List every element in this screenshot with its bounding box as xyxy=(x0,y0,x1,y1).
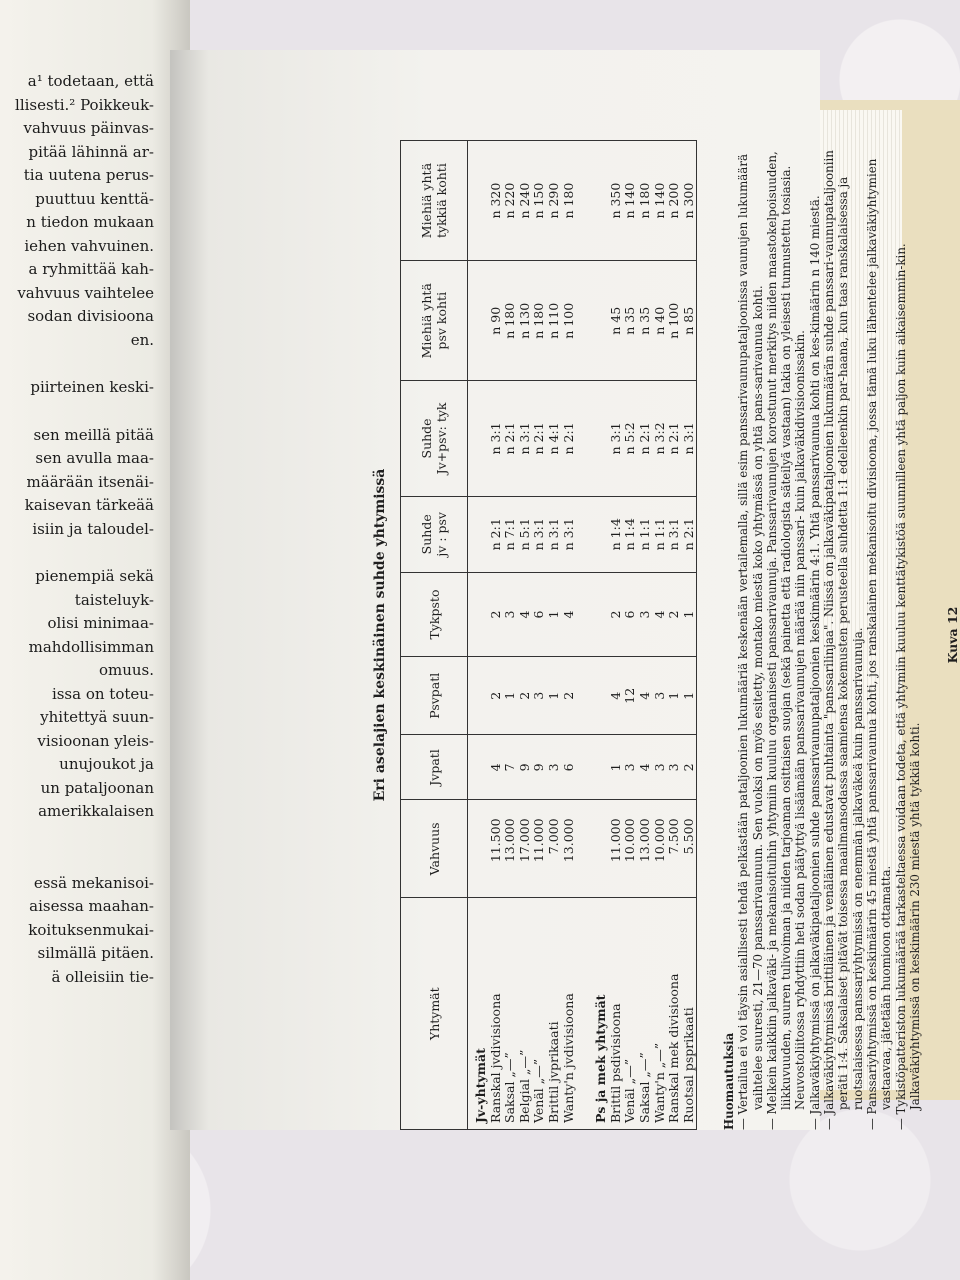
table-cell: n 290 xyxy=(547,141,562,261)
table-row xyxy=(503,141,518,1130)
table-cell: n 90 xyxy=(489,261,504,381)
table-cell: n 200 xyxy=(667,141,682,261)
table-cell: 10.000 xyxy=(653,800,668,898)
left-page-line: yhitettyä suun- xyxy=(40,708,154,726)
table-cell: n 3:2 xyxy=(653,381,668,496)
table-cell: 2 xyxy=(667,572,682,656)
left-page-line xyxy=(0,848,154,872)
table-cell: 4 xyxy=(562,572,577,656)
table-cell: 17.000 xyxy=(518,800,533,898)
left-page-line: llisesti.² Poikkeuk- xyxy=(15,95,154,114)
table-cell: n 3:1 xyxy=(547,496,562,572)
unit-name-cell: Saksal „—” xyxy=(636,1052,652,1123)
table-cell: 9 xyxy=(532,735,547,800)
table-cell: n 1:1 xyxy=(653,496,668,572)
table-cell: n 2:1 xyxy=(638,381,653,496)
table-header-row xyxy=(401,141,468,1130)
table-cell: 1 xyxy=(682,572,697,656)
notes-section xyxy=(722,140,922,1130)
table-cell: n 100 xyxy=(667,261,682,381)
table-cell: 3 xyxy=(503,572,518,656)
table-cell: 4 xyxy=(518,572,533,656)
left-page-line: a ryhmittää kah- xyxy=(28,260,154,278)
table-cell: 4 xyxy=(638,735,653,800)
table-cell: n 3:1 xyxy=(682,381,697,496)
table-cell: 3 xyxy=(547,735,562,800)
left-page-line: isiin ja taloudel- xyxy=(32,519,154,538)
unit-name-cell: Belgial „—” xyxy=(516,1049,532,1123)
left-page-line: vahvuus päinvas- xyxy=(23,119,154,137)
right-page xyxy=(170,50,960,1130)
left-page-line: amerikkalaisen xyxy=(38,802,154,820)
unit-name-cell: Wanty'n „—” xyxy=(651,1042,667,1123)
table-cell: 5.500 xyxy=(682,800,697,898)
table-cell: 1 xyxy=(547,657,562,735)
left-page-line: tia uutena perus- xyxy=(23,166,154,184)
left-page-line: un pataljoonan xyxy=(40,778,154,797)
left-page-line: piirteinen keski- xyxy=(30,378,154,396)
table-cell: n 180 xyxy=(562,141,577,261)
table-cell: n 5:2 xyxy=(623,381,638,496)
table-cell: n 35 xyxy=(638,261,653,381)
section-spacer xyxy=(576,141,588,1130)
table-cell: 3 xyxy=(667,735,682,800)
rotated-table-content xyxy=(370,130,960,1140)
table-cell: n 220 xyxy=(503,141,518,261)
column-header: Psvpatl xyxy=(401,657,468,735)
unit-name-cell: Venäl „—” xyxy=(622,1058,638,1123)
left-page-line: ä olleisiin tie- xyxy=(51,967,154,986)
table-cell: n 110 xyxy=(547,261,562,381)
table-row xyxy=(489,141,504,1130)
column-header: Jvpatl xyxy=(401,735,468,800)
table-cell: n 3:1 xyxy=(667,496,682,572)
table-cell: 3 xyxy=(623,735,638,800)
table-cell: 1 xyxy=(503,657,518,735)
left-page-line: en. xyxy=(130,330,154,349)
left-page-line: silmällä pitäen. xyxy=(37,944,154,962)
table-cell: n 85 xyxy=(682,261,697,381)
table-cell: n 350 xyxy=(609,141,624,261)
table-cell: n 3:1 xyxy=(609,381,624,496)
left-page-line: essä mekanisoi- xyxy=(33,873,154,892)
left-page-line: omuus. xyxy=(98,661,154,679)
table-cell: 12 xyxy=(623,657,638,735)
unit-name-cell: Brittil psdivisioona xyxy=(607,1003,623,1123)
table-cell: n 35 xyxy=(623,261,638,381)
table-cell: n 320 xyxy=(489,141,504,261)
table-cell: 7 xyxy=(503,735,518,800)
left-page-line: määrään itsenäi- xyxy=(26,472,154,491)
note-item: — Jalkaväkiyhtymissä brittiläinen ja venäläinen edustavat puhtainta "panssarilinjaa". Niissä on jalkaväkipataljoonien lukumäärän suhde panssari-vaunupataljooniin peräti 1:4. Saksalaiset pitävät toisessa maailmansodassa saamiensa kokemusten perusteella suhdetta 1:1 edelleenkin par-haana, kun taas ranskalaisessa ja ruotsalaisessa panssariyhtymissä on enemmän jalkaväkeä kuin panssarivaunuja. xyxy=(822,150,865,1130)
table-cell: 3 xyxy=(653,657,668,735)
table-cell: n 3:1 xyxy=(532,496,547,572)
note-item: — Tykistöpatteriston lukumäärää tarkasteltaessa voidaan todeta, että yhtymiin kuuluu kenttätykistöä suunnilleen yhtä paljon kuin aikaisemmin-kin. Jalkaväkiyhtymissä on keskimäärin 230 miestä yhtä tykkiä kohti. xyxy=(893,243,922,1130)
table-cell: 6 xyxy=(532,572,547,656)
unit-name-cell: Brittil jvprikaati xyxy=(545,1021,561,1123)
left-page-line: issa on toteu- xyxy=(51,684,154,703)
notes-heading: Huomautuksia xyxy=(722,1032,736,1130)
left-page-line: visioonan yleis- xyxy=(37,731,154,750)
left-page-line xyxy=(0,541,154,565)
column-header: Miehiä yhtä tykkiä kohti xyxy=(401,141,468,261)
left-page-line: taisteluyk- xyxy=(74,590,154,609)
table-cell: n 1:4 xyxy=(609,496,624,572)
table-title: Eri aselajien keskinäinen suhde yhtymissä xyxy=(372,468,388,802)
table-row xyxy=(532,141,547,1130)
left-page-line: olisi minimaa- xyxy=(47,614,154,632)
section-title: Ps ja mek yhtymät xyxy=(593,994,609,1123)
table-row xyxy=(609,141,624,1130)
column-header: Tykpsto xyxy=(401,572,468,656)
section-header-row xyxy=(588,141,609,1130)
table-cell: 3 xyxy=(653,735,668,800)
note-item: — Panssariyhtymissä on keskimäärin 45 miestä yhtä panssarivaunua kohti, jos ranskalainen mekanisoitu divisioona, jossa tämä luku lähentelee jalkaväkiyhtymien vastaavaa, jätetään huomioon ottamatta. xyxy=(864,158,894,1130)
table-cell: n 2:1 xyxy=(562,381,577,496)
table-row xyxy=(518,141,533,1130)
table-cell: 11.000 xyxy=(532,800,547,898)
table-cell: n 3:1 xyxy=(562,496,577,572)
table-cell: 4 xyxy=(609,657,624,735)
table-cell: n 1:4 xyxy=(623,496,638,572)
table-cell: 1 xyxy=(682,657,697,735)
left-page-line: iehen vahvuinen. xyxy=(24,236,154,255)
table-row xyxy=(562,141,577,1130)
table-cell: n 40 xyxy=(653,261,668,381)
note-item: — Vertailua ei voi täysin asiallisesti tehdä pelkästään pataljoonien lukumääriä keskenään vertailemalla, sillä esim panssarivaunupataljoonissa vaunujen lukumäärä vaihtelee suuresti, 21—70 panssarivaunuun. Sen vuoksi on myös esitetty, montako miestä koko yhtymässä on yhtä pans-sarivaunua kohti. xyxy=(736,154,765,1130)
table-cell: n 3:1 xyxy=(518,381,533,496)
table-cell: 11.500 xyxy=(489,800,504,898)
left-page-line: pitää lähinnä ar- xyxy=(28,142,154,161)
table-row xyxy=(682,141,697,1130)
table-cell: n 140 xyxy=(623,141,638,261)
table-cell: 2 xyxy=(489,657,504,735)
column-header: Miehiä yhtä psv kohti xyxy=(401,261,468,381)
column-header: Yhtymät xyxy=(401,898,468,1130)
table-cell: n 5:1 xyxy=(518,496,533,572)
notes-list xyxy=(736,140,922,1130)
table-cell: n 45 xyxy=(609,261,624,381)
unit-name-cell: Wanty'n jvdivisioona xyxy=(560,993,576,1123)
unit-name-cell: Saksal „—” xyxy=(502,1052,518,1123)
table-cell: 11.000 xyxy=(609,800,624,898)
table-cell: 4 xyxy=(489,735,504,800)
figure-caption: Kuva 12 xyxy=(945,606,960,664)
table-cell: 6 xyxy=(562,735,577,800)
table-cell: 13.000 xyxy=(562,800,577,898)
table-cell: 9 xyxy=(518,735,533,800)
table-cell: n 140 xyxy=(653,141,668,261)
table-cell: 1 xyxy=(609,735,624,800)
table-cell: n 150 xyxy=(532,141,547,261)
left-page-line: sodan divisioona xyxy=(27,307,154,325)
table-cell: n 2:1 xyxy=(489,496,504,572)
table-row xyxy=(623,141,638,1130)
left-page-line: mahdollisimman xyxy=(28,637,154,656)
section-header-row xyxy=(468,141,489,1130)
left-page-line: sen avulla maa- xyxy=(35,449,154,467)
table-cell: n 7:1 xyxy=(503,496,518,572)
note-item: — Jalkaväkiyhtymissä on jalkaväkipataljoonien suhde panssarivaunupataljoonien keskimäärin 4:1. Yhtä panssarivaunua kohti on kes-kimäärin n 140 miestä. xyxy=(807,195,822,1130)
left-page-line xyxy=(0,824,154,848)
table-cell: 4 xyxy=(638,657,653,735)
table-cell: 7.500 xyxy=(667,800,682,898)
left-page-line: pienempiä sekä xyxy=(35,567,154,585)
table-cell: 3 xyxy=(532,657,547,735)
unit-name-cell: Venäl „—” xyxy=(531,1058,547,1123)
left-page-line: unujoukot ja xyxy=(59,755,154,773)
table-cell: 10.000 xyxy=(623,800,638,898)
left-page-line: n tiedon mukaan xyxy=(26,213,154,231)
table-row xyxy=(547,141,562,1130)
table-cell: n 130 xyxy=(518,261,533,381)
left-page-text xyxy=(0,70,154,989)
table-cell: n 2:1 xyxy=(682,496,697,572)
section-title: Jv-yhtymät xyxy=(473,1048,488,1123)
table-cell: 1 xyxy=(547,572,562,656)
table-row xyxy=(667,141,682,1130)
column-header: Vahvuus xyxy=(401,800,468,898)
left-page-line: vahvuus vaihtelee xyxy=(17,283,154,302)
table-cell: n 1:1 xyxy=(638,496,653,572)
left-page-line: koituksenmukai- xyxy=(28,920,154,939)
left-page-line: aisessa maahan- xyxy=(29,897,154,915)
table-cell: n 4:1 xyxy=(547,381,562,496)
table-row xyxy=(653,141,668,1130)
left-page-line: sen meillä pitää xyxy=(33,425,154,444)
left-page-line: a¹ todetaan, että xyxy=(27,72,154,90)
unit-name-cell: Ranskal mek divisioona xyxy=(666,973,682,1123)
table-row xyxy=(638,141,653,1130)
table-cell: 1 xyxy=(667,657,682,735)
table-cell: 2 xyxy=(518,657,533,735)
left-page-line: kaisevan tärkeää xyxy=(24,496,154,514)
unit-name-cell: Ranskal jvdivisioona xyxy=(487,993,503,1123)
note-item: — Melkein kaikkiin jalkaväki- ja mekanisoituihin yhtymiin kuuluu orgaanisesti panssarivaunuja. Panssarivaunujen korostunut merkitys niiden maastokelpoisuuden, liikkuvuuden, suuren tulivoiman ja niiden tarjoaman osittaisen suojan (sekä painetta että radiologista säteilyä vastaan) takia on yleisesti tunnustettu tosiasia. Neuvostoliitossa ryhdyttiin heti sodan päätyttyä lisäämään panssarivaunujen määrää niin panssari- kuin jalkaväkidivisioonissakin. xyxy=(764,151,808,1130)
left-page-line xyxy=(0,352,154,376)
table-cell: n 3:1 xyxy=(489,381,504,496)
table-cell: n 2:1 xyxy=(503,381,518,496)
table-cell: 2 xyxy=(609,572,624,656)
unit-name-cell: Ruotsal psprikaati xyxy=(680,1007,696,1123)
left-page-line: puuttuu kenttä- xyxy=(35,189,154,208)
table-cell: 4 xyxy=(653,572,668,656)
table-cell: n 180 xyxy=(503,261,518,381)
table-cell: n 2:1 xyxy=(667,381,682,496)
column-header: Suhde jv : psv xyxy=(401,496,468,572)
unit-comparison-table xyxy=(400,140,697,1130)
table-cell: 3 xyxy=(638,572,653,656)
table-body xyxy=(468,141,697,1130)
table-cell: n 300 xyxy=(682,141,697,261)
left-page-line xyxy=(0,400,154,424)
column-header: Suhde Jv+psv: tyk xyxy=(401,381,468,496)
table-cell: n 100 xyxy=(562,261,577,381)
table-cell: n 180 xyxy=(638,141,653,261)
left-page xyxy=(0,0,190,1280)
table-cell: 2 xyxy=(682,735,697,800)
table-cell: n 240 xyxy=(518,141,533,261)
table-cell: 2 xyxy=(489,572,504,656)
table-cell: 7.000 xyxy=(547,800,562,898)
table-cell: 2 xyxy=(562,657,577,735)
table-cell: n 2:1 xyxy=(532,381,547,496)
table-cell: 6 xyxy=(623,572,638,656)
table-cell: n 180 xyxy=(532,261,547,381)
table-cell: 13.000 xyxy=(503,800,518,898)
table-cell: 13.000 xyxy=(638,800,653,898)
